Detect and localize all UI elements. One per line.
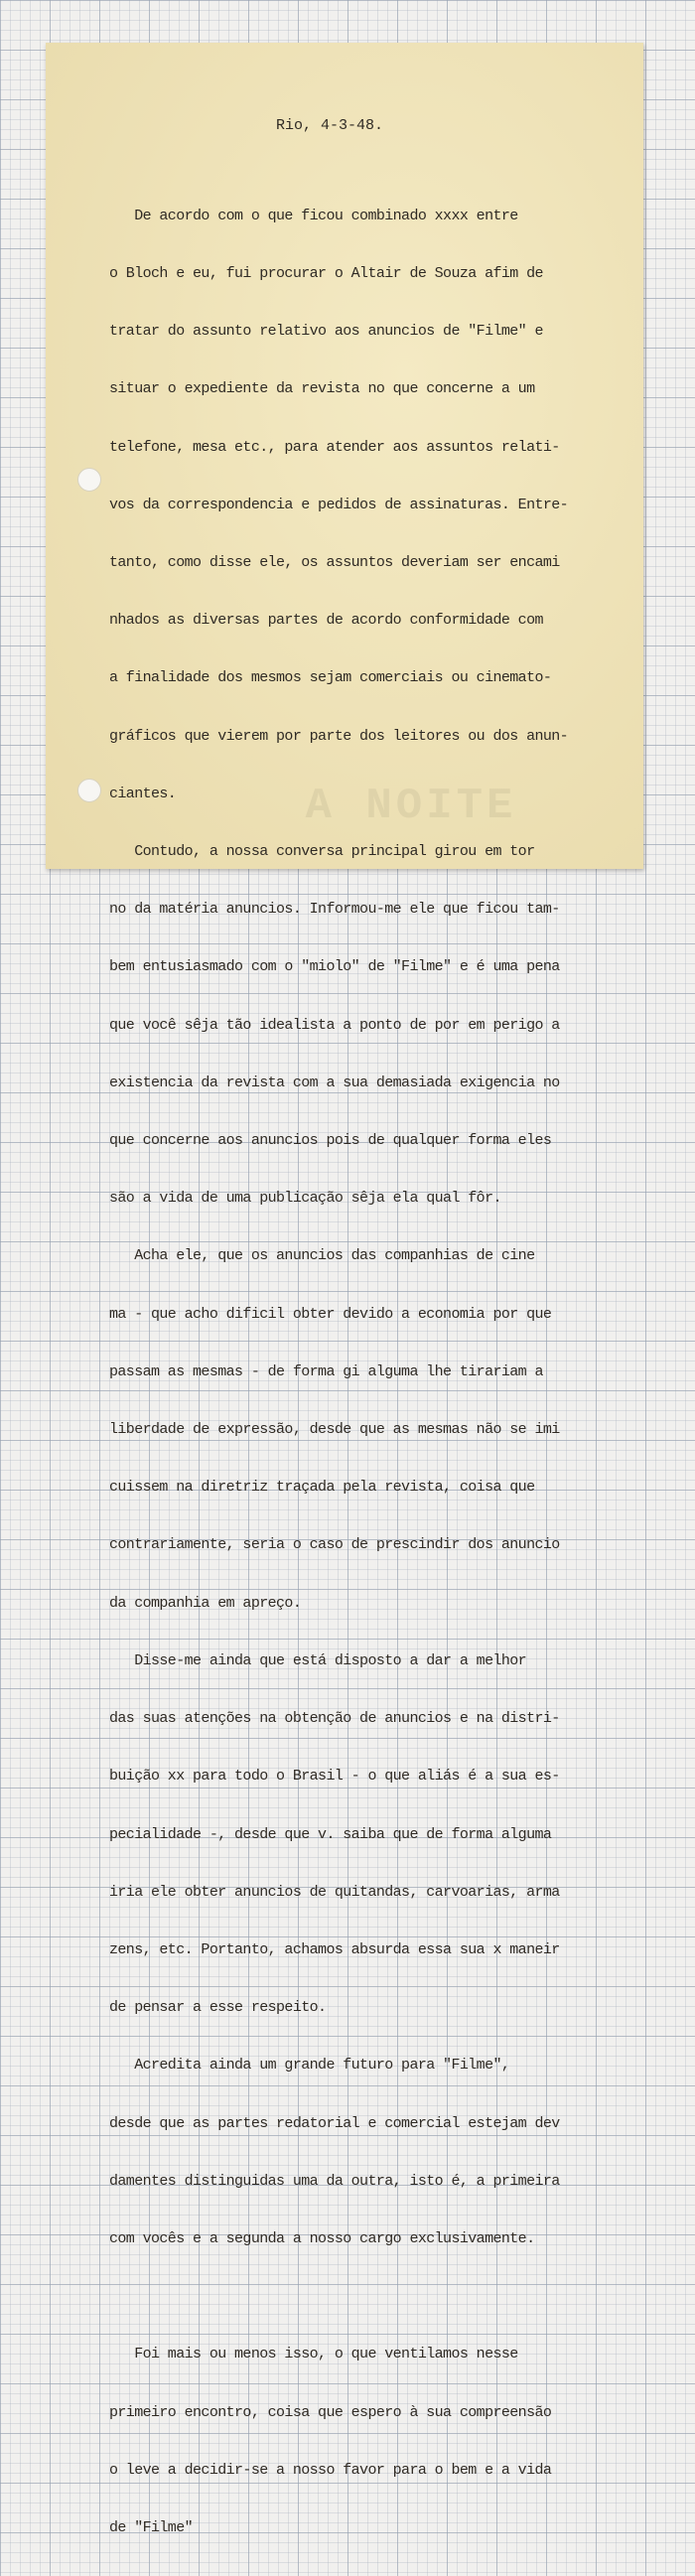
text-line: o Bloch e eu, fui procurar o Altair de Souza afim de bbox=[109, 265, 543, 283]
text-line: De acordo com o que ficou combinado xxxx entre bbox=[109, 207, 518, 224]
text-line: Contudo, a nossa conversa principal girou em tor bbox=[109, 843, 535, 861]
text-line: Disse-me ainda que está disposto a dar a melhor bbox=[109, 1651, 527, 1669]
text-line: pecialidade -, desde que v. saiba que de forma alguma bbox=[109, 1825, 552, 1843]
text-line: das suas atenções na obtenção de anuncios e na distri- bbox=[109, 1710, 560, 1728]
text-line: nhados as diversas partes de acordo conformidade com bbox=[109, 612, 543, 630]
letter-body bbox=[109, 168, 640, 2576]
text-line: telefone, mesa etc., para atender aos assuntos relati- bbox=[109, 438, 560, 456]
text-line: buição xx para todo o Brasil - o que aliás é a sua es- bbox=[109, 1768, 560, 1786]
punch-hole bbox=[77, 468, 101, 492]
text-line: no da matéria anuncios. Informou-me ele que ficou tam- bbox=[109, 901, 560, 919]
text-line: a finalidade dos mesmos sejam comerciais ou cinemato- bbox=[109, 669, 552, 687]
text-line: liberdade de expressão, desde que as mesmas não se imi bbox=[109, 1421, 560, 1439]
text-line: Acredita ainda um grande futuro para "Filme", bbox=[109, 2057, 510, 2075]
text-line: o leve a decidir-se a nosso favor para o bem e a vida bbox=[109, 2461, 552, 2479]
text-line: tratar do assunto relativo aos anuncios de "Filme" e bbox=[109, 323, 543, 341]
text-line: ma - que acho dificil obter devido a economia por que bbox=[109, 1305, 552, 1323]
text-line: de "Filme" bbox=[109, 2518, 194, 2536]
text-line: passam as mesmas - de forma gi alguma lhe tirariam a bbox=[109, 1362, 543, 1380]
text-line: desde que as partes redatorial e comercial estejam dev bbox=[109, 2114, 560, 2132]
text-line: ciantes. bbox=[109, 785, 177, 802]
text-line: situar o expediente da revista no que concerne a um bbox=[109, 380, 535, 398]
text-line: damentes distinguidas uma da outra, isto é, a primeira bbox=[109, 2172, 560, 2190]
text-line: contrariamente, seria o caso de prescindir dos anuncio bbox=[109, 1536, 560, 1554]
text-line: tanto, como disse ele, os assuntos deveriam ser encami bbox=[109, 554, 560, 572]
text-line: cuissem na diretriz traçada pela revista, coisa que bbox=[109, 1479, 535, 1497]
text-line: iria ele obter anuncios de quitandas, carvoarias, arma bbox=[109, 1883, 560, 1901]
typewritten-letter-sheet bbox=[46, 43, 643, 2536]
text-line: que você sêja tão idealista a ponto de por em perigo a bbox=[109, 1016, 560, 1034]
letter-date: Rio, 4-3-48. bbox=[276, 117, 384, 134]
text-line: Foi mais ou menos isso, o que ventilamos nesse bbox=[109, 2346, 518, 2363]
punch-hole bbox=[77, 779, 101, 802]
text-line: de pensar a esse respeito. bbox=[109, 1999, 327, 2017]
text-line: da companhia em apreço. bbox=[109, 1594, 302, 1612]
text-line: vos da correspondencia e pedidos de assinaturas. Entre- bbox=[109, 496, 569, 513]
stamp-title: A NOITE bbox=[305, 782, 517, 831]
text-line: que concerne aos anuncios pois de qualquer forma eles bbox=[109, 1132, 552, 1150]
text-line: Acha ele, que os anuncios das companhias de cine bbox=[109, 1247, 535, 1265]
text-line: são a vida de uma publicação sêja ela qual fôr. bbox=[109, 1190, 501, 1208]
text-line: primeiro encontro, coisa que espero à sua compreensão bbox=[109, 2403, 552, 2421]
text-line: bem entusiasmado com o "miolo" de "Filme" e é uma pena bbox=[109, 958, 560, 976]
text-line: existencia da revista com a sua demasiada exigencia no bbox=[109, 1073, 560, 1091]
text-line: gráficos que vierem por parte dos leitores ou dos anun- bbox=[109, 727, 569, 745]
text-line bbox=[109, 2287, 640, 2306]
text-line: com vocês e a segunda a nosso cargo exclusivamente. bbox=[109, 2229, 535, 2247]
text-line: zens, etc. Portanto, achamos absurda essa sua x maneir bbox=[109, 1940, 560, 1958]
